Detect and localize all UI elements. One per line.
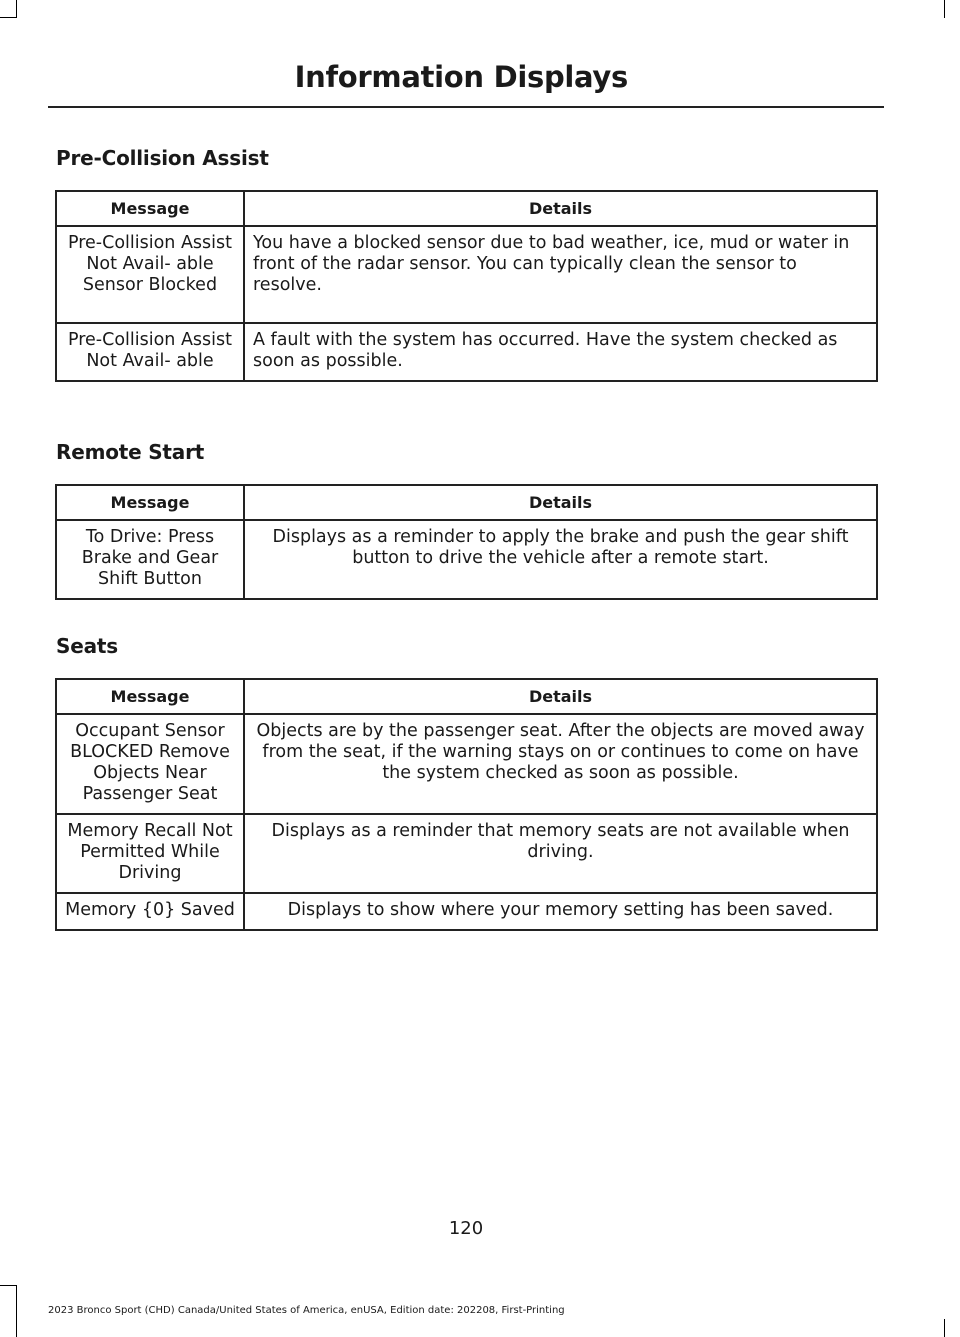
details-cell: Displays as a reminder that memory seats are not available when driving. xyxy=(244,814,877,893)
message-cell: Pre-Collision Assist Not Avail- able Sensor Blocked xyxy=(56,226,244,323)
column-header-details: Details xyxy=(244,679,877,714)
details-cell: A fault with the system has occurred. Have the system checked as soon as possible. xyxy=(244,323,877,381)
details-cell: Objects are by the passenger seat. After the objects are moved away from the seat, if the warning stays on or continues to come on have the system checked as soon as possible. xyxy=(244,714,877,814)
table-row xyxy=(56,226,877,323)
crop-mark-top-right xyxy=(944,0,945,18)
message-cell: Memory Recall Not Permitted While Driving xyxy=(56,814,244,893)
column-header-details: Details xyxy=(244,191,877,226)
table-row xyxy=(56,520,877,599)
table-header-row xyxy=(56,485,877,520)
details-cell: Displays to show where your memory setting has been saved. xyxy=(244,893,877,930)
page-number: 120 xyxy=(448,1218,484,1239)
message-cell: Occupant Sensor BLOCKED Remove Objects Near Passenger Seat xyxy=(56,714,244,814)
column-header-message: Message xyxy=(56,485,244,520)
message-cell: Memory {0} Saved xyxy=(56,893,244,930)
section-title-seats: Seats xyxy=(56,634,118,658)
message-cell: Pre-Collision Assist Not Avail- able xyxy=(56,323,244,381)
page-header-title: Information Displays xyxy=(294,60,628,94)
crop-mark-bottom-left-h xyxy=(0,1285,17,1286)
crop-mark-bottom-right xyxy=(944,1319,945,1337)
table-header-row xyxy=(56,679,877,714)
crop-mark-bottom-left-v xyxy=(16,1285,17,1337)
column-header-details: Details xyxy=(244,485,877,520)
message-cell: To Drive: Press Brake and Gear Shift Button xyxy=(56,520,244,599)
column-header-message: Message xyxy=(56,191,244,226)
section-title-remote-start: Remote Start xyxy=(56,440,205,464)
table-row xyxy=(56,814,877,893)
details-cell: Displays as a reminder to apply the brake and push the gear shift button to drive the vehicle after a remote start. xyxy=(244,520,877,599)
table-header-row xyxy=(56,191,877,226)
header-divider xyxy=(48,106,884,108)
section-title-pre-collision-assist: Pre-Collision Assist xyxy=(56,146,269,170)
details-cell: You have a blocked sensor due to bad weather, ice, mud or water in front of the radar sensor. You can typically clean the sensor to resolve. xyxy=(244,226,877,323)
column-header-message: Message xyxy=(56,679,244,714)
seats-table xyxy=(55,678,878,931)
table-row xyxy=(56,893,877,930)
remote-start-table xyxy=(55,484,878,600)
footer-edition-info: 2023 Bronco Sport (CHD) Canada/United States of America, enUSA, Edition date: 202208, First-Printing xyxy=(48,1305,565,1316)
table-row xyxy=(56,323,877,381)
crop-mark-top-left-v xyxy=(16,0,17,18)
crop-mark-top-left-h xyxy=(0,17,17,18)
pre-collision-assist-table xyxy=(55,190,878,382)
table-row xyxy=(56,714,877,814)
